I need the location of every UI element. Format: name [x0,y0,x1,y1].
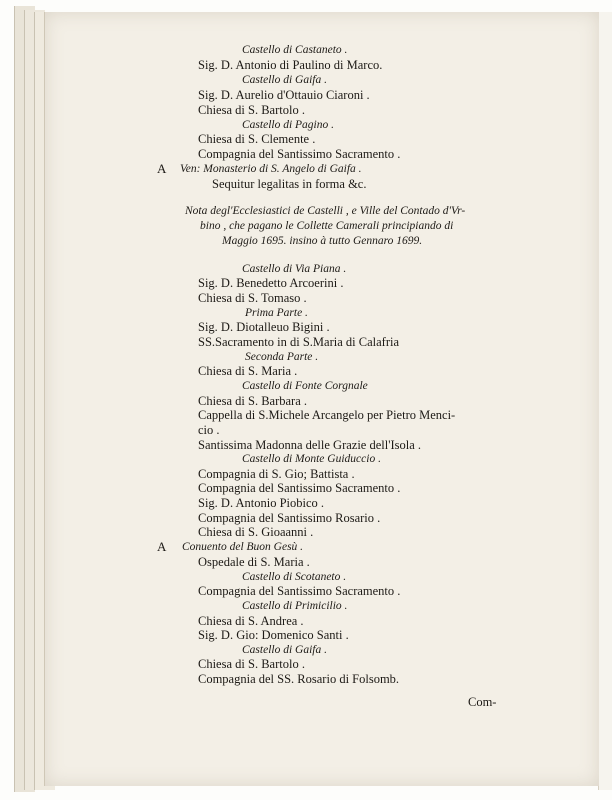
nota-heading: Maggio 1695. insino à tutto Gennaro 1699. [222,235,423,247]
entry-line: Chiesa di S. Bartolo . [198,103,305,117]
entry-line: Chiesa di S. Maria . [198,364,298,378]
entry-line: Chiesa di S. Gioaanni . [198,525,314,539]
entry-line: Sig. D. Diotalleuo Bigini . [198,320,330,334]
entry-line: Chiesa di S. Tomaso . [198,291,307,305]
entry-line: Compagnia del Santissimo Rosario . [198,511,381,525]
section-heading: Prima Parte . [245,307,308,319]
place-heading: Castello di Primicilio . [242,600,348,612]
entry-line: Sig. D. Benedetto Arcoerini . [198,276,344,290]
facing-page-edge [598,12,612,790]
entry-line: Chiesa di S. Clemente . [198,132,316,146]
entry-line: Chiesa di S. Barbara . [198,394,308,408]
nota-heading: bino , che pagano le Collette Camerali principiando di [200,220,454,232]
entry-line: Cappella di S.Michele Arcangelo per Pietro Menci- [198,408,456,422]
place-heading: Castello di Monte Guiduccio . [242,453,381,465]
entry-line: Santissima Madonna delle Grazie dell'Isola . [198,438,422,452]
margin-marker: A [157,539,167,554]
nota-heading: Nota degl'Ecclesiastici de Castelli , e Ville del Contado d'Vr- [185,205,466,217]
section-heading: Seconda Parte . [245,351,319,363]
entry-line: Compagnia del Santissimo Sacramento . [198,147,401,161]
place-heading: Castello di Fonte Corgnale [242,380,368,392]
catchword: Com- [468,695,497,709]
entry-line: Ven: Monasterio di S. Angelo di Gaifa . [180,163,362,175]
entry-line: Sig. D. Gio: Domenico Santi . [198,628,349,642]
entry-line: Ospedale di S. Maria . [198,555,310,569]
entry-line: Compagnia del Santissimo Sacramento . [198,584,401,598]
entry-line: Compagnia del SS. Rosario di Folsomb. [198,672,400,686]
place-heading: Castello di Pagino . [242,119,334,131]
place-heading: Castello di Gaifa . [242,644,327,656]
entry-line: Chiesa di S. Bartolo . [198,657,305,671]
entry-line: Compagnia di S. Gio; Battista . [198,467,355,481]
entry-line: Conuento del Buon Gesù . [182,541,304,553]
place-heading: Castello di Gaifa . [242,74,327,86]
entry-line: Chiesa di S. Andrea . [198,614,304,628]
entry-line: cio . [198,423,220,437]
place-heading: Castello di Via Piana . [242,263,347,275]
margin-marker: A [157,161,167,176]
entry-line: Sig. D. Antonio Piobico . [198,496,325,510]
place-heading: Castello di Scotaneto . [242,571,347,583]
entry-line: Sig. D. Antonio di Paulino di Marco. [198,58,383,72]
entry-line: Sequitur legalitas in forma &c. [212,177,367,191]
entry-line: Sig. D. Aurelio d'Ottauio Ciaroni . [198,88,370,102]
entry-line: SS.Sacramento in di S.Maria di Calafria [198,335,400,349]
entry-line: Compagnia del Santissimo Sacramento . [198,481,401,495]
place-heading: Castello di Castaneto . [242,44,348,56]
